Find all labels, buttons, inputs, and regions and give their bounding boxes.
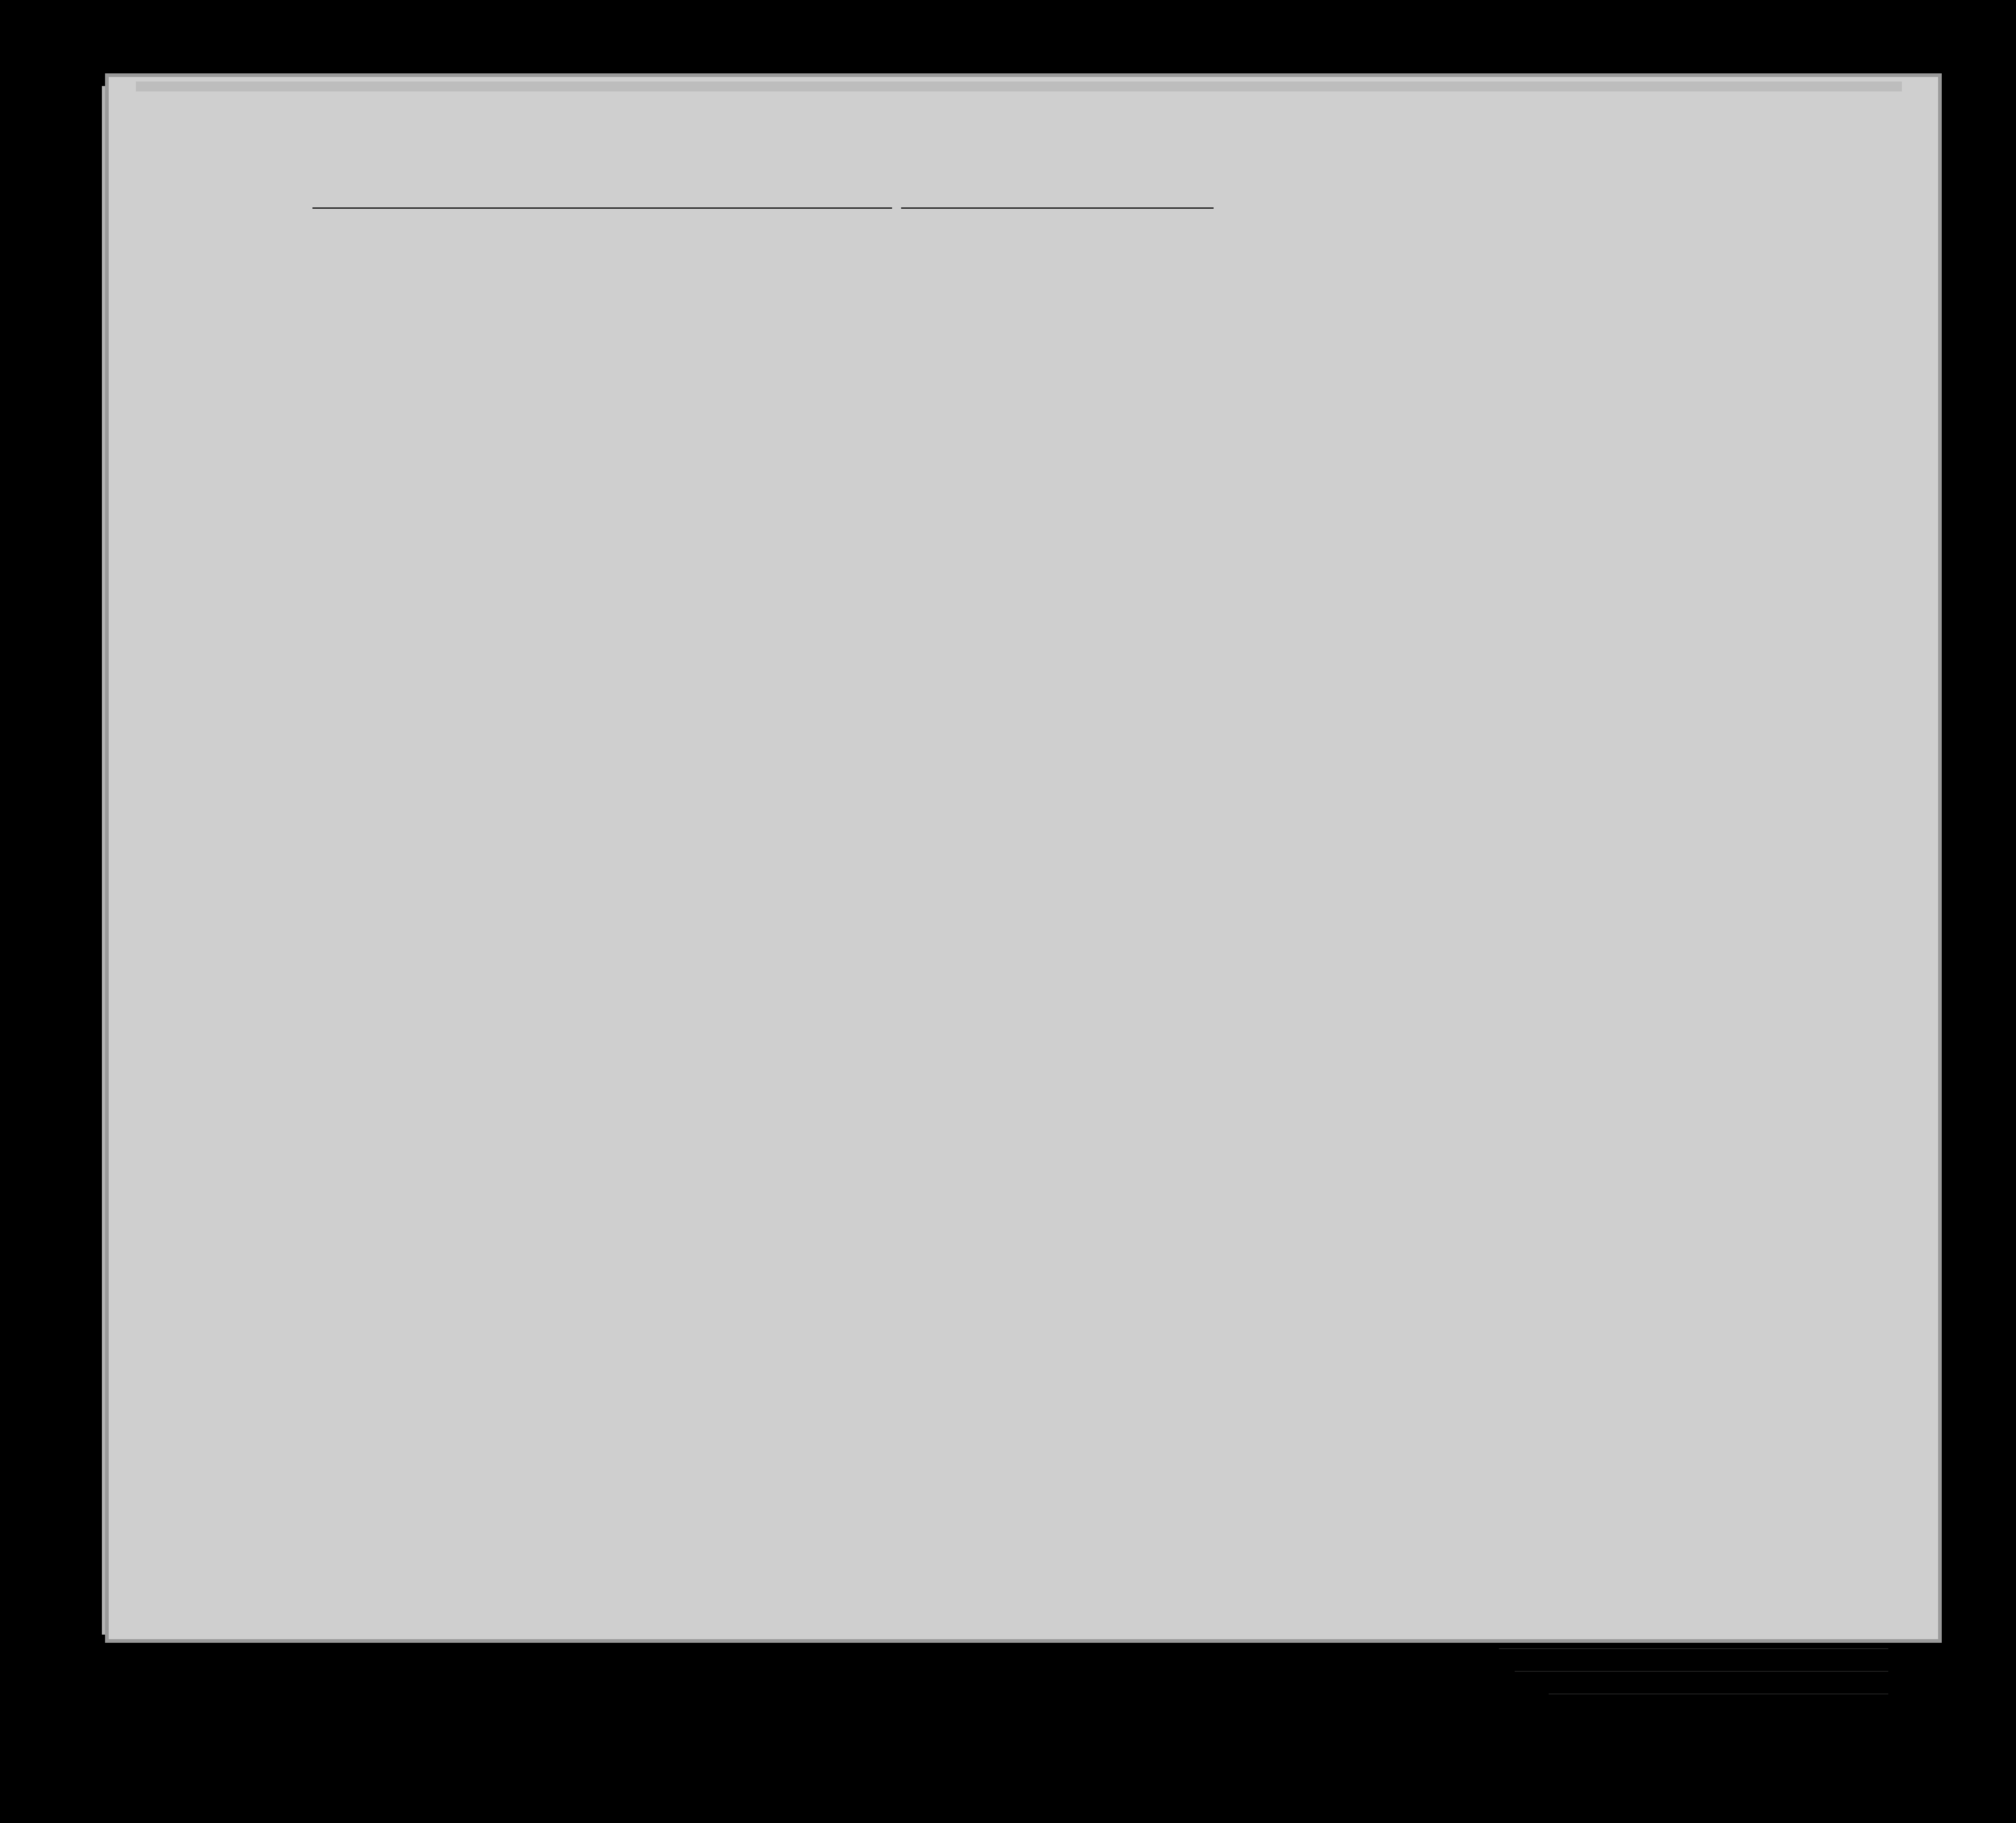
port-underline (312, 207, 892, 209)
date-underline (901, 207, 1214, 209)
agents-underline (1549, 1693, 1888, 1694)
manifest-sheet (109, 77, 1938, 1639)
line-underline (1499, 1648, 1888, 1649)
owners-underline (1515, 1671, 1888, 1672)
sheet-top-strip (136, 82, 1902, 91)
